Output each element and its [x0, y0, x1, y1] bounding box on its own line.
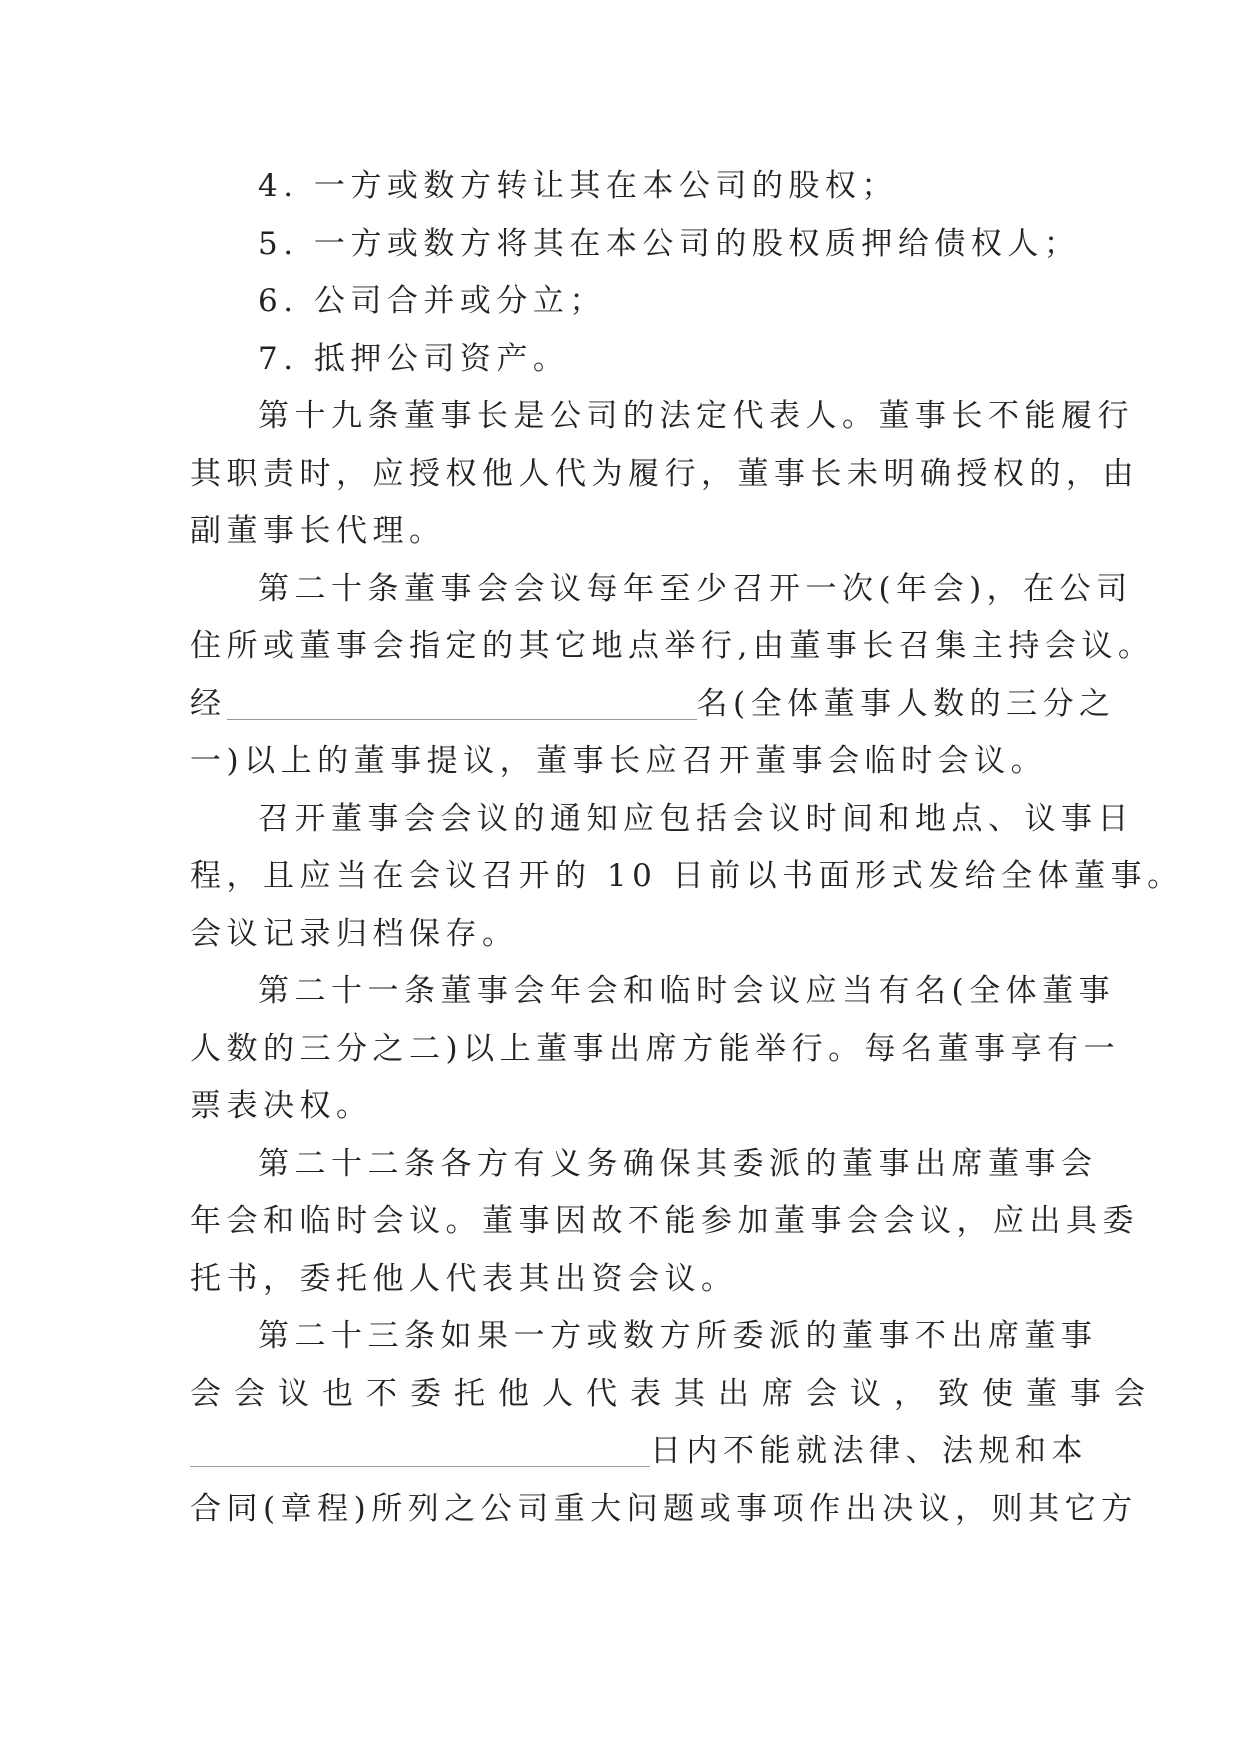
- text-fragment: 经: [190, 685, 227, 722]
- meeting-notice-paragraph: [190, 791, 1184, 964]
- paragraph-line: 人数的三分之二)以上董事出席方能举行。每名董事享有一: [190, 1030, 1121, 1067]
- article-21: [190, 963, 1121, 1136]
- list-item-5: 5. 一方或数方将其在本公司的股权质押给债权人；: [258, 225, 1081, 262]
- paragraph-line: 其职责时，应授权他人代为履行，董事长未明确授权的，由: [190, 455, 1139, 492]
- paragraph-line: 第二十一条董事会年会和临时会议应当有名(全体董事: [258, 973, 1116, 1009]
- article-23: [190, 1308, 1158, 1538]
- paragraph-line: 年会和临时会议。董事因故不能参加董事会会议，应出具委: [190, 1203, 1139, 1239]
- article-19: [190, 388, 1139, 561]
- paragraph-line: 合同(章程)所列之公司重大问题或事项作出决议，则其它方: [190, 1490, 1138, 1527]
- paragraph-line: 副董事长代理。: [190, 513, 446, 549]
- paragraph-line: 第二十三条如果一方或数方所委派的董事不出席董事: [258, 1318, 1098, 1354]
- fill-in-blank[interactable]: [190, 1434, 650, 1467]
- paragraph-line: 托书，委托他人代表其出资会议。: [190, 1260, 738, 1297]
- list-item-6: 6. 公司合并或分立；: [258, 283, 606, 319]
- text-fragment: 名(全体董事人数的三分之: [696, 685, 1116, 722]
- paragraph-line: 第二十条董事会会议每年至少召开一次(年会)，在公司: [258, 570, 1133, 607]
- article-22: [190, 1136, 1139, 1309]
- list-item-7: 7. 抵押公司资产。: [258, 340, 570, 377]
- paragraph-line: 程，且应当在会议召开的 10 日前以书面形式发给全体董事。: [190, 858, 1184, 894]
- paragraph-line: 第二十二条各方有义务确保其委派的董事出席董事会: [258, 1145, 1098, 1182]
- paragraph-line: 会议记录归档保存。: [190, 915, 519, 952]
- paragraph-line: 一)以上的董事提议，董事长应召开董事会临时会议。: [190, 743, 1048, 779]
- document-body: [190, 158, 1184, 1538]
- paragraph-line: 召开董事会会议的通知应包括会议时间和地点、议事日: [258, 800, 1134, 837]
- article-20: [190, 561, 1155, 791]
- paragraph-line: [190, 676, 1116, 734]
- paragraph-line: 票表决权。: [190, 1088, 373, 1124]
- paragraph-line: 第十九条董事长是公司的法定代表人。董事长不能履行: [258, 398, 1134, 434]
- paragraph-line: 住所或董事会指定的其它地点举行,由董事长召集主持会议。: [190, 628, 1155, 664]
- text-fragment: 日内不能就法律、法规和本: [650, 1433, 1088, 1469]
- list-item-4: 4. 一方或数方转让其在本公司的股权；: [258, 168, 898, 204]
- fill-in-blank[interactable]: [227, 687, 697, 720]
- paragraph-line: 会会议也不委托他人代表其出席会议，致使董事会: [190, 1375, 1158, 1412]
- paragraph-line: [190, 1423, 1088, 1481]
